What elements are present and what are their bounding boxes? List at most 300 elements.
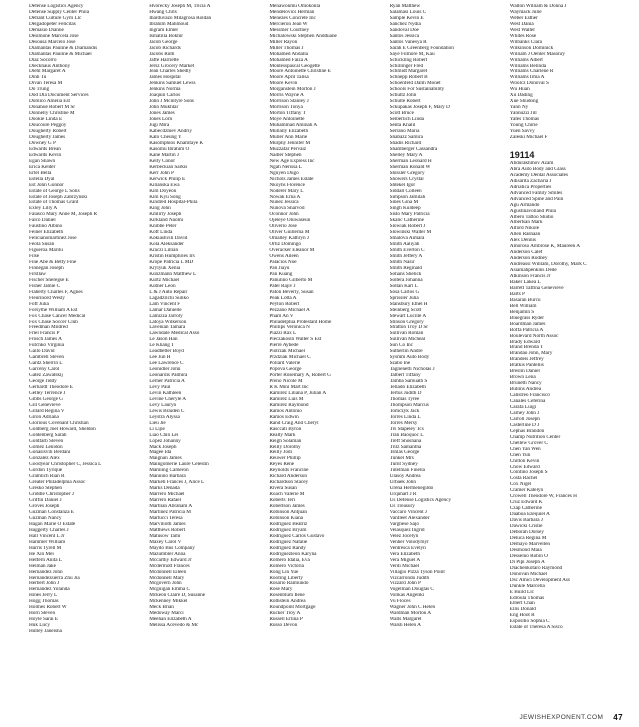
listing-name: Andreassi William, Dorothy, Mark C <box>509 262 587 268</box>
listing-name: Richardson Stacey <box>269 480 309 486</box>
listing-name: Murphy Jennifer M <box>269 140 311 146</box>
listing-name: Bullins Andrea <box>509 387 542 393</box>
listing-name: Agu Armando <box>509 202 540 208</box>
listing-name: Donnelly Christine M <box>29 111 75 117</box>
page-number: 47 <box>613 712 623 722</box>
listing-name: Matthews Robert <box>149 527 186 533</box>
listing-name: Romero Victoria <box>269 563 304 569</box>
listing-name: Stratton Troy D Sr <box>389 325 428 331</box>
listing-name: Baker Lakea L <box>509 279 541 285</box>
listing-name: Panulino Gilberto M <box>269 277 313 283</box>
listing-name: Demayo Marvellen <box>509 541 551 547</box>
listing-name: Weber Esther <box>509 15 538 21</box>
listing-name: Delgadopeter Felicitas <box>29 21 76 27</box>
listing-name: Mcgovern John <box>149 581 182 587</box>
listing-name: Goldenberg Sarah <box>29 432 67 438</box>
listing-name: Defiant Culture Gym Llc <box>29 15 82 21</box>
listing-name: Calistreo Francisco <box>509 393 550 399</box>
listing-name: Diachenkofaro Raymond <box>509 565 563 571</box>
listing-name: Anderson Rodney <box>509 256 548 262</box>
listing-name: Szabo Ine <box>389 361 411 367</box>
listing-name: Kristin Humphries Irs <box>149 254 195 260</box>
listing-name: Deborah Dorsey <box>509 530 544 536</box>
listing-name: Tshlas George <box>389 450 420 456</box>
listing-name: Dookie Linda E <box>29 117 63 123</box>
listing-name: Gambrell Steven <box>29 355 64 361</box>
listing-name: Schnepp Robert B <box>389 75 428 81</box>
listing-name: Yuen Savvy <box>509 129 535 135</box>
listing-name: Mcguigan Emma C <box>149 587 190 593</box>
listing-name: Philadelphia Protestant Home <box>269 319 332 325</box>
listing-name: Krope Patricia L MD <box>149 259 194 265</box>
listing-name: Kerbeckian Sarkis <box>149 164 188 170</box>
listing-name: Forsythe William A Est <box>29 307 78 313</box>
listing-name: Sisto Mary Patricia <box>389 212 430 218</box>
listing-name: Kutner Leon <box>149 283 176 289</box>
listing-name: Vanfleet Alexander <box>389 515 430 521</box>
listing-name: Marrero Michael <box>149 492 185 498</box>
listing-name: Montesspascal Geogette <box>269 63 320 69</box>
listing-name: Crowell Theodore W, Frances H <box>509 494 577 500</box>
listing-name: Czap Catherine <box>509 506 542 512</box>
listing-name: Dunkle Marcella <box>509 583 545 589</box>
listing-name: Schultz John <box>389 93 417 99</box>
listing-name: Fischer Sheregse E <box>29 277 69 283</box>
listing-name: Whites Rose <box>509 33 537 39</box>
listing-name: Singh Kuldeep <box>389 206 421 212</box>
listing-name: Patel Rajiv J <box>269 283 296 289</box>
listing-name: Trilz Samantha <box>389 444 422 450</box>
listing-name: Romero Idalia, Eva <box>269 557 310 563</box>
listing-name: Kim Kyu Song <box>149 194 181 200</box>
listing-name: Schoenfeld Dalih Monet <box>389 81 441 87</box>
listing-name: Heffern Anita L <box>29 557 62 563</box>
listing-name: Kerwick Philip E <box>149 176 186 182</box>
listing-name: Mack Joseph <box>149 444 177 450</box>
listing-name: Mcdonnell Mary <box>149 575 185 581</box>
listing-name: Treff Shoshana <box>389 438 422 444</box>
listing-name: Paton Beverly, Susan <box>269 289 314 295</box>
listing-name: Zaleski Michael F <box>509 134 548 140</box>
listing-name: Russell Erlina P <box>269 617 303 623</box>
listing-name: Exley Lilly A <box>29 206 58 212</box>
listing-name: Showers Crystal <box>389 176 424 182</box>
listing-name: Mohamed Abdalla <box>269 51 308 57</box>
listing-name: Martlian Abraham A <box>149 504 193 510</box>
listing-name: Dieckhaus Anthony <box>29 63 71 69</box>
listing-name: Griffin Daniel J <box>29 498 62 504</box>
listing-name: Nichols James Estate <box>269 176 314 182</box>
listing-name: Schmidt Margaret <box>389 69 428 75</box>
listing-name: Ellis Donald <box>509 607 536 613</box>
listing-name: Hvorecky Joseph M, Tricia A <box>149 4 211 9</box>
listing-name: Shelley Mary A <box>389 152 423 158</box>
listing-name: Rose Mary <box>269 587 293 593</box>
listing-name: Advanced Spine and Pain <box>509 196 564 202</box>
listing-name: Heiman Jake <box>29 563 56 569</box>
listing-name: Goldberg Joel Howard, Sheldon <box>29 426 96 432</box>
listing-name: Espositio Sophia C <box>509 619 550 625</box>
listing-name: Maignan James <box>149 456 182 462</box>
listing-name: Meck Brian <box>149 605 174 611</box>
listing-name: Chow Edward <box>509 464 540 470</box>
listing-name: Fox Chase Cancer Medical <box>29 313 86 319</box>
listing-name: Academy Dental Associates <box>509 172 568 178</box>
listing-name: Vogelman Douglas C <box>389 587 434 593</box>
name-column-2 <box>149 4 262 707</box>
listing-name: Le Jason Han <box>149 337 178 343</box>
listing-name: Carroll Joseph <box>509 416 540 422</box>
listing-name: Donahue Robert M Sr <box>29 105 75 111</box>
listing-name: Gonzalez Alex <box>29 456 60 462</box>
listing-name: Estella Dyal <box>29 176 55 182</box>
listing-name: Vu Floces <box>389 599 411 605</box>
listing-name: Barrett Taffina Genevieve <box>509 285 564 291</box>
listing-name: Rodriguez Bryam <box>269 527 307 533</box>
listing-name: Ventresca Evelyn <box>389 545 426 551</box>
listing-name: Hines Jerry L <box>29 593 58 599</box>
listing-name: Smith Everton C <box>389 248 425 254</box>
listing-name: Skalic Catherine <box>389 218 424 224</box>
listing-name: Michalowski Stephen Andduane <box>269 33 337 39</box>
listing-name: Dod Dla Document Services <box>29 93 89 99</box>
listing-name: Chen Yan Wen <box>509 446 541 452</box>
listing-name: Boulevard North Assoc <box>509 333 559 339</box>
listing-name: Steinberg Scott <box>389 307 422 313</box>
listing-name: Diamantas Pauline & Diamandis <box>29 45 98 51</box>
listing-name: Ngah Nerissa L <box>269 164 302 170</box>
listing-name: Dsc Amici Development Ass <box>509 577 570 583</box>
listing-name: Preno Nicole M <box>269 379 303 385</box>
listing-name: Fox Chase Soccer Club <box>29 319 78 325</box>
listing-name: Brand Brenda T <box>509 345 544 351</box>
listing-name: Gallo David <box>29 349 55 355</box>
listing-name: Serrano Maria <box>389 129 420 135</box>
listing-name: Maydo Bus Company <box>149 545 195 551</box>
listing-name: Verdi Michael <box>389 563 420 569</box>
listing-name: Shabazz Samira <box>389 134 423 140</box>
listing-name: Lieu Jie <box>149 420 166 426</box>
listing-name: Holmes Robert W <box>29 605 67 611</box>
listing-name: Morris Wayne A <box>269 93 304 99</box>
listing-name: Vizcarrondo Judith <box>389 575 430 581</box>
listing-name: Mamiing Cameron <box>149 468 189 474</box>
listing-name: Joaquin Carlos <box>149 93 181 99</box>
listing-name: Robinson Kiana <box>269 515 303 521</box>
listing-name: Allen Rashaan <box>509 232 541 238</box>
name-column-1 <box>29 4 142 707</box>
listing-name: Pierre Aybede <box>269 343 299 349</box>
listing-name: Us Defense Logistics Agency <box>389 498 452 504</box>
listing-name: Volikas Angeliki <box>389 593 425 599</box>
listing-name: Kunzmann Matthew L <box>149 271 197 277</box>
listing-name: Ojeleye Oluwaseun <box>269 218 311 224</box>
listing-name: Turnt Sydney <box>389 462 418 468</box>
listing-name: Flaherty Charles F, Agnes <box>29 289 83 295</box>
listing-name: Deluca Regina M <box>509 535 547 541</box>
listing-name: Pezzano Michael A <box>269 307 310 313</box>
listing-name: Reilly Jodi <box>269 450 292 456</box>
listing-name: Sullivan Roman <box>389 331 424 337</box>
listing-name: Groves Joseph <box>29 504 60 510</box>
listing-name: Miller Thomas J <box>269 45 304 51</box>
listing-name: Nunez Jessica <box>269 200 299 206</box>
listing-name: Kane Martin J <box>149 152 179 158</box>
listing-name: Levine Cheryle A <box>149 396 187 402</box>
listing-name: Tomczyk Jack <box>389 408 420 414</box>
listing-name: Agustinavolland Phila <box>509 208 556 214</box>
listing-name: Young Chirie <box>509 123 538 129</box>
listing-name: Basaran Burcu <box>509 297 541 303</box>
listing-name: Oliverio Jose <box>269 224 297 230</box>
listing-name: Waymack Julie <box>509 9 542 15</box>
listing-name: Reigh Solaman <box>269 438 302 444</box>
listing-name: Tamba Samuath S <box>389 379 428 385</box>
listing-name: Mcdermott Frances <box>149 563 190 569</box>
listing-name: Gordon Tyrique <box>29 468 63 474</box>
listing-name: Muller Ann Marie <box>269 134 308 140</box>
listing-name: Abdurakhmov Azam <box>509 160 554 166</box>
listing-name: Pan Kuang <box>269 271 293 277</box>
listing-name: Talbert Tiffany <box>389 373 421 379</box>
listing-name: Alford Nikole <box>509 226 540 232</box>
listing-name: Donovan Michael <box>509 571 548 577</box>
listing-name: Menezes Concrete Inc <box>269 15 316 21</box>
listing-name: Venher Volodymyr <box>389 539 429 545</box>
listing-name: Schools For Sustainability <box>389 87 445 93</box>
listing-name: Edwards Brean <box>29 146 61 152</box>
listing-name: Walsh Helen A <box>389 623 421 629</box>
listing-name: Marketi Frances J, Alice L <box>149 480 205 486</box>
listing-name: Rand Craig And Cheryl <box>269 420 319 426</box>
listing-name: Le Khang T <box>149 343 175 349</box>
listing-name: Tunkel Mrs <box>389 456 414 462</box>
listing-name: Sandoval Doe <box>389 27 419 33</box>
listing-name: Vera Elizabeth <box>389 551 420 557</box>
listing-name: Estate of George L Solis <box>29 188 80 194</box>
listing-name: Kokiashvili David <box>149 236 188 242</box>
listing-name: Amoroso Ambrose K, Maureen A <box>509 244 581 250</box>
name-column-4 <box>390 4 503 707</box>
listing-name: Edwards Kevin <box>29 152 62 158</box>
listing-name: Davis Barbara J <box>509 518 543 524</box>
listing-name: Mckeon Claire D, Susanne <box>149 593 206 599</box>
listing-name: Jugi Mira <box>149 123 170 129</box>
listing-name: Goldfarb Steven <box>29 438 64 444</box>
listing-name: Est John Gonnor <box>29 182 64 188</box>
listing-name: Jacob George <box>149 39 178 45</box>
listing-name: Guzman Constanza E <box>29 510 74 516</box>
listing-name: James Hospital <box>149 75 181 81</box>
listing-name: Kasomu Ibrahim O <box>149 146 190 152</box>
listing-name: Velasquez Ingrid <box>389 527 425 533</box>
listing-name: He Xin Mei <box>29 551 54 557</box>
listing-name: Desselno Robin O <box>509 553 548 559</box>
listing-name: Martinez Patricia M <box>149 510 191 516</box>
listing-name: Trs Stapeley Tcs <box>389 426 424 432</box>
listing-name: Rosario Raimundo <box>269 581 309 587</box>
listing-name: Kato Cheung Y <box>149 134 182 140</box>
listing-name: Muzzafar Pervaiz <box>269 146 307 152</box>
listing-name: Rivera Susan <box>269 486 297 492</box>
listing-name: Albero Tattoo Studio <box>509 214 554 220</box>
listing-name: Falco Daniel <box>29 218 56 224</box>
listing-name: Diehl Margaret A <box>29 69 66 75</box>
listing-name: Marks Denada <box>149 486 180 492</box>
listing-name: Ramirez Luis M <box>269 396 304 402</box>
listing-name: Roach Valerie M <box>269 492 305 498</box>
listing-name: Egan Shawn <box>29 158 56 164</box>
listing-name: Piazzi Rax L <box>269 331 297 337</box>
listing-name: Estate of Joseph Zabrzynski <box>29 194 88 200</box>
unclaimed-property-listing <box>29 4 623 707</box>
listing-name: Urena Hermenegildo <box>389 486 434 492</box>
listing-name: Albertsan Mark <box>509 220 543 226</box>
listing-name: Adisarita Zacharia J <box>509 178 552 184</box>
listing-name: Mckenney Mikkel <box>149 599 188 605</box>
listing-name: Brown Lena <box>509 375 536 381</box>
listing-name: Dawicki Cristie <box>509 524 543 530</box>
listing-name: Dougherty Robert <box>29 129 67 135</box>
listing-name: Waldman Morton A <box>389 611 432 617</box>
listing-name: Domico Amelia Est <box>29 99 70 105</box>
listing-name: Feola Susan <box>29 242 55 248</box>
listing-name: Jones Lorn <box>149 117 173 123</box>
listing-name: Smith Nasir <box>389 259 415 265</box>
listing-name: Morrison Tonya <box>269 105 303 111</box>
listing-name: Garceny Carol <box>29 367 60 373</box>
listing-name: Maingomerie Laure Celestin <box>149 462 209 468</box>
listing-name: Schulte Robert <box>389 99 421 105</box>
listing-name: Lavenian Tamara <box>149 325 186 331</box>
listing-name: Li Lijie <box>149 426 165 432</box>
listing-name: Simpson Jamilah <box>389 194 426 200</box>
listing-name: Frosch James A <box>29 337 62 343</box>
listing-name: Griddle Christopher J <box>29 492 74 498</box>
listing-name: Hernandez John <box>29 569 63 575</box>
listing-name: Brandeis Jeffrey <box>509 357 544 363</box>
listing-name: Lam Vincent F <box>149 301 181 307</box>
listing-name: Us Treasury <box>389 504 415 510</box>
listing-name: Pham An V <box>269 313 294 319</box>
listing-name: Vizzard John P <box>389 581 421 587</box>
listing-name: Guzman Nancy <box>29 515 62 521</box>
listing-name: Sprissler Julia <box>389 295 419 301</box>
listing-name: Canales Ceferina <box>509 399 546 405</box>
listing-name: Getley Terrence J <box>29 390 66 396</box>
listing-name: Desmond Maia <box>509 547 542 553</box>
zip-section-list <box>510 161 623 631</box>
listing-name: Stansbury Ethel H <box>389 301 428 307</box>
listing-name: Glorious Covenant Christian <box>29 420 89 426</box>
listing-name: Sample Kevin E <box>389 15 424 21</box>
listing-name: Hernandez Yolanda <box>29 587 70 593</box>
listing-name: Tran Baoquoc L <box>389 432 424 438</box>
listing-name: Gillard Regina V <box>29 408 65 414</box>
listing-name: Ismatilla Bokhir <box>149 33 183 39</box>
listing-name: Smalova Aimara <box>389 236 425 242</box>
listing-name: Kurtz Michael <box>149 277 180 283</box>
listing-name: Williams Albert <box>509 57 543 63</box>
listing-name: Gomez Lenidon <box>29 444 63 450</box>
listing-name: Desimone Marcela Jose <box>29 33 79 39</box>
listing-name: Rodriguezleon Karyna <box>269 551 317 557</box>
listing-name: Noderer Mary L <box>269 188 304 194</box>
listing-name: Leonardis Palmira <box>149 373 188 379</box>
listing-name: New Age Express Inc <box>269 158 315 164</box>
listing-name: Hall Vincent L Jr <box>29 533 65 539</box>
listing-name: Diaz Socorro <box>29 57 57 63</box>
listing-name: Jersz Grocery Market <box>149 63 195 69</box>
listing-name: Wu Huan <box>509 87 530 93</box>
listing-name: Cruz Edward K <box>509 500 543 506</box>
listing-name: Levy Lauryn <box>149 402 177 408</box>
listing-name: Walls Margaret <box>389 617 422 623</box>
listing-name: Roofing Liberty <box>269 575 303 581</box>
listing-name: West Walter <box>509 27 535 33</box>
listing-name: Kasomphios Khamfaye K <box>149 140 204 146</box>
listing-name: Sines Gina M <box>389 200 419 206</box>
listing-name: Gerhardt Theodore E <box>29 385 73 390</box>
listing-name: Torres Linda L <box>389 414 421 420</box>
listing-name: Chellew Grover C <box>509 440 548 446</box>
listing-name: Smith Reginald <box>389 265 422 271</box>
listing-name: John J Mcintyre Sons <box>149 99 194 105</box>
listing-name: Liao Chin Lei <box>149 432 179 438</box>
listing-name: Morrison Stanley J <box>269 99 309 105</box>
listing-name: Brunetti Nancy <box>509 381 542 387</box>
listing-name: Lee Jun H <box>149 355 171 361</box>
listing-name: Mercieron Jean W <box>269 21 308 27</box>
listing-name: King John <box>149 206 171 212</box>
listing-name: Eng Hoot R <box>509 613 535 619</box>
listing-name: Futchko Virginia <box>29 343 65 349</box>
listing-name: Robinson Antjuan <box>269 510 307 516</box>
listing-name: Divan Teresa M <box>29 81 63 87</box>
listing-name: Reyes Rene <box>269 462 295 468</box>
listing-name: Sarah E Greenberg Foundation <box>389 45 454 51</box>
listing-name: Rodriguez Beatriz <box>269 521 308 527</box>
listing-name: Cramer Katelyn <box>509 488 544 494</box>
listing-name: Sckupakas Joseph F, Mary D <box>389 105 450 111</box>
listing-name: Nguyen Dugo <box>269 170 299 176</box>
listing-name: Xue Shudong <box>509 99 539 105</box>
listing-name: Medoway Marci <box>149 611 184 617</box>
listing-name: Felicianomartinez Jose <box>29 236 77 242</box>
listing-name: Reynolds Francine <box>269 468 309 474</box>
listing-name: Williams Irma A <box>509 75 545 81</box>
listing-name: Huk Lucy <box>29 623 50 629</box>
listing-name: Gonaslsvili Berdani <box>29 450 71 456</box>
listing-name: Walton William & Donna J <box>509 4 567 9</box>
listing-name: Rong Lin Yue <box>269 569 299 575</box>
listing-name: Oconnor John <box>269 212 299 218</box>
listing-name: Hwang Chris <box>149 9 177 15</box>
listing-name: Lee Lawrence C <box>149 361 184 367</box>
listing-name: Przdziak Michael C <box>269 355 311 361</box>
listing-name: Mohamed Faiza A <box>269 57 308 63</box>
listing-name: Velez Jocelyn <box>389 533 419 539</box>
listing-name: Lopez Johanny <box>149 438 181 444</box>
listing-name: Champ Nutrition Center <box>509 434 561 440</box>
listing-name: Yannuzzi Jill <box>509 111 537 117</box>
listing-name: Jacobs Ruth <box>149 51 175 57</box>
listing-name: L & J Auto Repair <box>149 289 188 295</box>
page-footer <box>29 711 623 723</box>
listing-name: Moore Antoinette Christine E <box>269 69 331 75</box>
listing-name: Nowak Erna A <box>269 194 301 200</box>
listing-name: Rucker Troy A <box>269 611 301 617</box>
